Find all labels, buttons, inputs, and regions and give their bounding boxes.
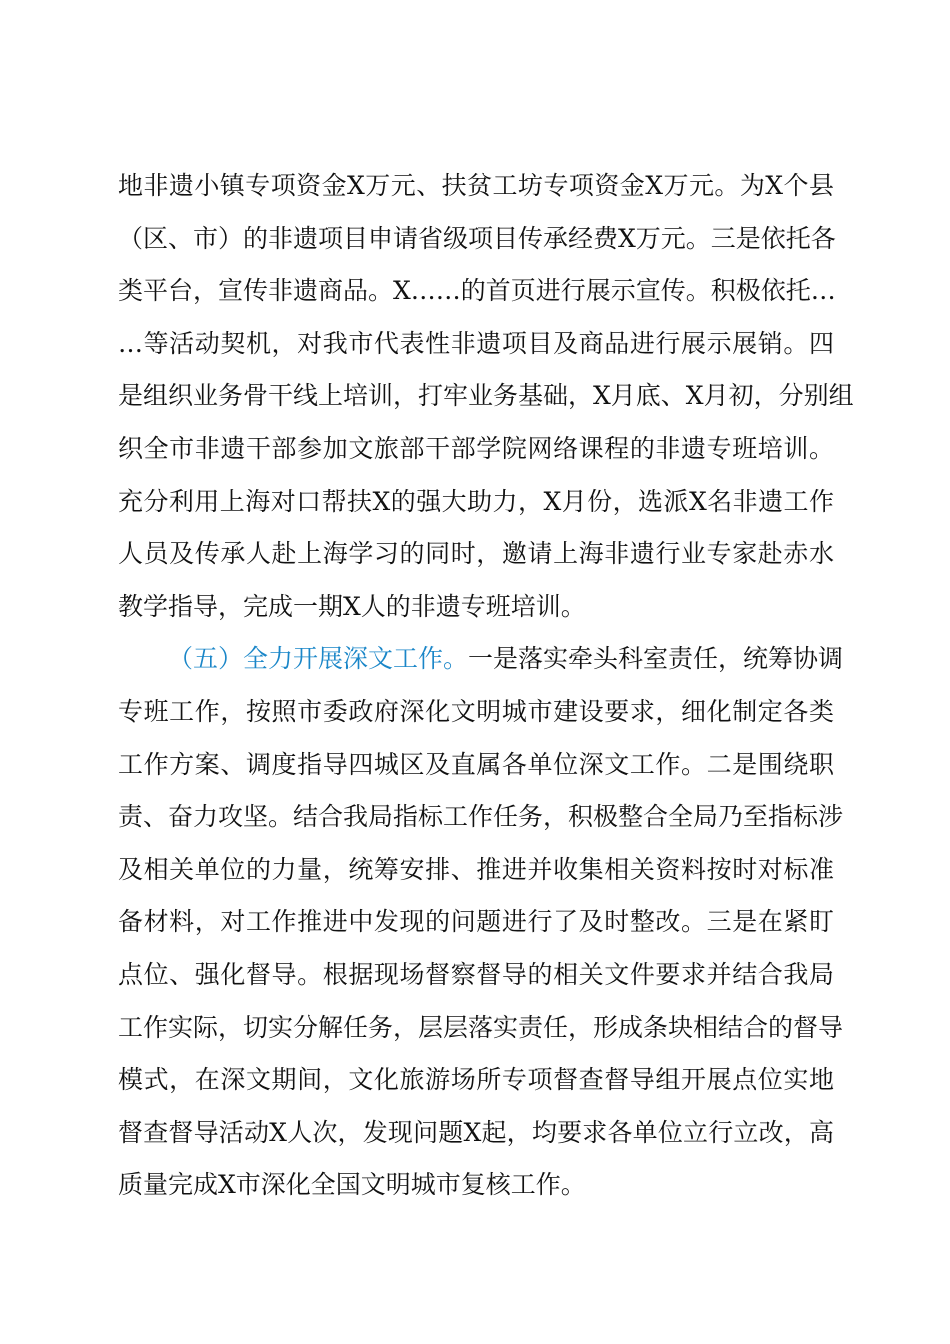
text-line: 责、奋力攻坚。结合我局指标工作任务，积极整合全局乃至指标涉 [118, 802, 844, 832]
text-line: 是组织业务骨干线上培训，打牢业务基础，X月底、X月初，分别组 [118, 381, 854, 411]
text-line: 工作实际，切实分解任务，层层落实责任，形成条块相结合的督导 [118, 1012, 844, 1042]
text-line: 模式，在深文期间，文化旅游场所专项督查督导组开展点位实地 [118, 1065, 834, 1095]
text-line-first [118, 633, 844, 686]
text-line: 专班工作，按照市委政府深化文明城市建设要求，细化制定各类 [118, 696, 834, 726]
paragraph-1 [118, 160, 854, 633]
text-line: …等活动契机，对我市代表性非遗项目及商品进行展示展销。四 [118, 328, 834, 358]
text-line: 地非遗小镇专项资金X万元、扶贫工坊专项资金X万元。为X个县 [118, 171, 834, 200]
text-line: 点位、强化督导。根据现场督察督导的相关文件要求并结合我局 [118, 959, 834, 989]
paragraph-2 [118, 633, 844, 1212]
document-body [118, 160, 854, 1212]
text-line: 织全市非遗干部参加文旅部干部学院网络课程的非遗专班培训。 [118, 433, 834, 463]
text-line: （区、市）的非遗项目申请省级项目传承经费X万元。三是依托各 [118, 223, 836, 253]
text-line: 备材料，对工作推进中发现的问题进行了及时整改。三是在紧盯 [118, 907, 834, 937]
text-line: 质量完成X市深化全国文明城市复核工作。 [118, 1170, 586, 1200]
text-line: 充分利用上海对口帮扶X的强大助力，X月份，选派X名非遗工作 [118, 486, 834, 516]
section-heading: （五）全力开展深文工作。 [168, 644, 469, 674]
text-run: 一是落实牵头科室责任，统筹协调 [468, 644, 844, 674]
text-line: 工作方案、调度指导四城区及直属各单位深文工作。二是围绕职 [118, 749, 834, 779]
text-line: 督查督导活动X人次，发现问题X起，均要求各单位立行立改，高 [118, 1117, 834, 1147]
text-line: 教学指导，完成一期X人的非遗专班培训。 [118, 591, 586, 621]
text-line: 及相关单位的力量，统筹安排、推进并收集相关资料按时对标准 [118, 854, 834, 884]
text-line: 类平台，宣传非遗商品。X……的首页进行展示宣传。积极依托… [118, 276, 836, 306]
text-line: 人员及传承人赴上海学习的同时，邀请上海非遗行业专家赴赤水 [118, 539, 834, 569]
